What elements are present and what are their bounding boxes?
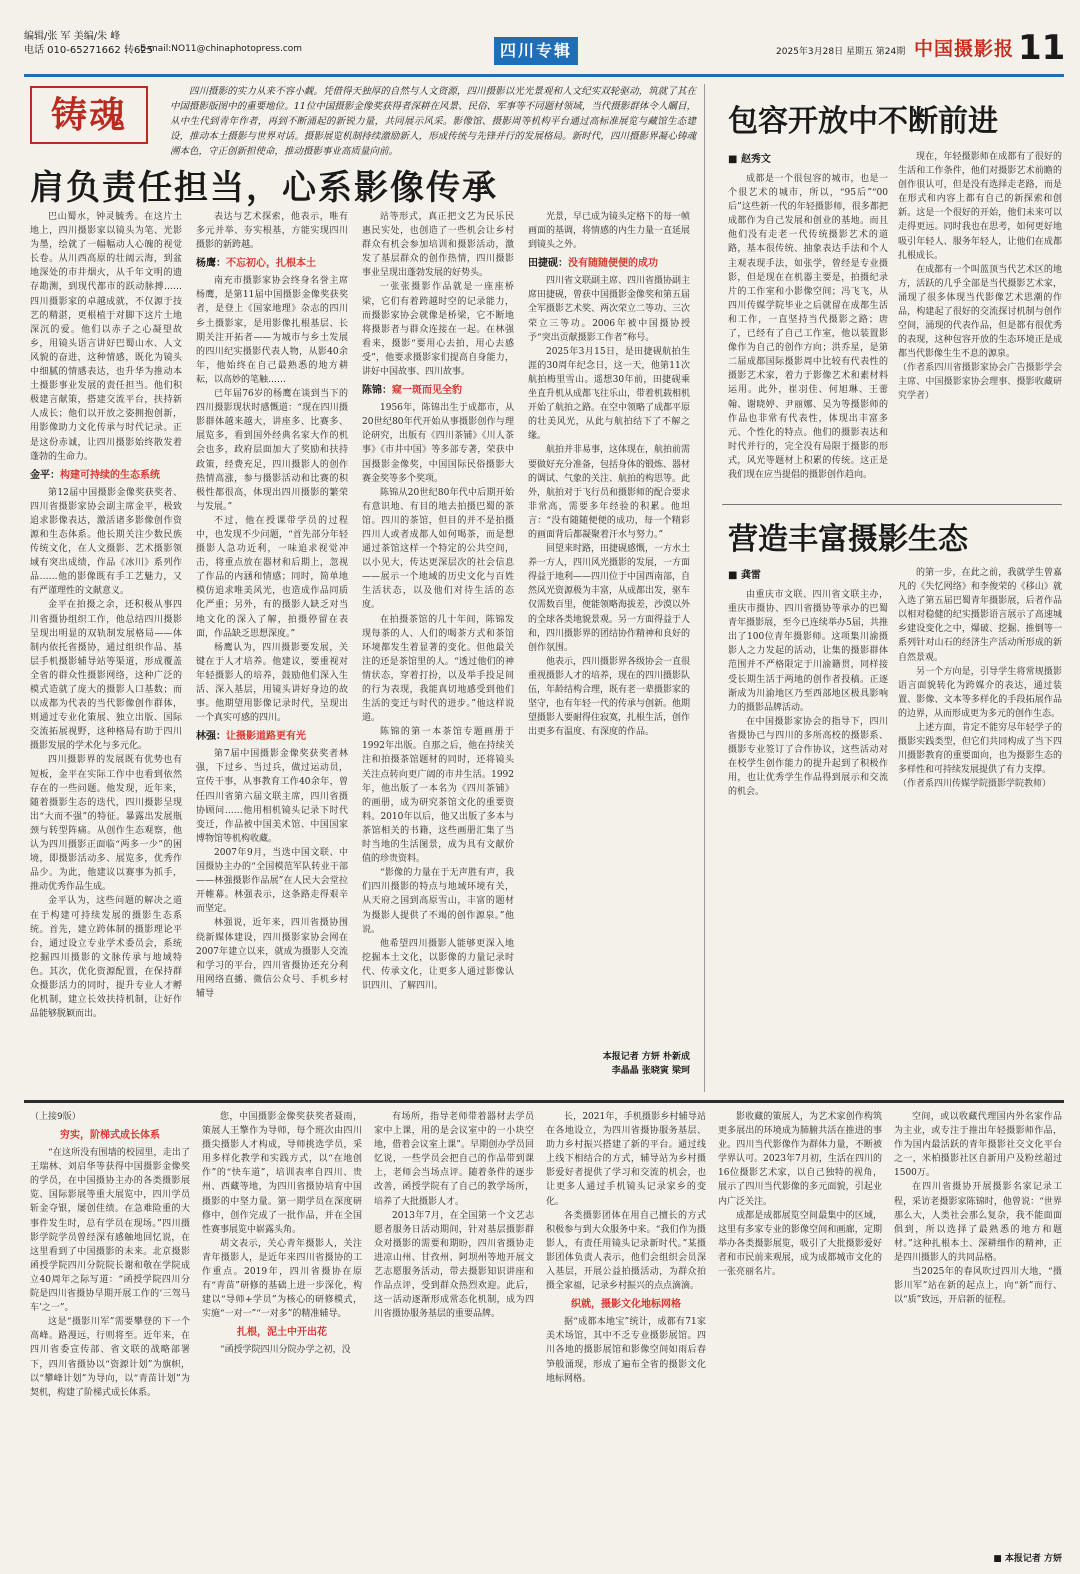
- paragraph: 站等形式，真正把文艺为民乐民惠民实处，也创造了一些机会让乡村群众有机会参加培训和摄影活动，激发了基层群众的创作热情，四川摄影事业呈现出蓬勃发展的好势头。: [362, 212, 514, 279]
- article1-column-4: [528, 210, 690, 1098]
- article3-column-1: [728, 588, 888, 1094]
- subhead: 穷实，阶梯式成长体系: [60, 1130, 160, 1142]
- subhead-name: 陈锦：: [362, 385, 392, 397]
- editors-line: 编辑/张 军 美编/朱 峰: [24, 31, 121, 42]
- email-line: E-mail:NO11@chinaphotopress.com: [140, 44, 303, 54]
- article-title-main: 肩负责任担当，心系影像传承: [30, 168, 498, 208]
- bottom-column-4: [546, 1110, 706, 1566]
- paragraph: 陈锦从20世纪80年代中后期开始有意识地、有目的地去拍摄巴蜀的茶馆。四川的茶馆，但目的并不是拍摄四川人或者成都人如何喝茶，而是想通过茶馆这样一个特定的公共空间，以小见大，传达更深层次的社会信息——展示一个地域的历史文化与百姓生活状态，以及他们对待生活的态度。: [362, 487, 514, 611]
- paragraph: 四川省文联副主席、四川省摄协副主席田捷砚，曾获中国摄影金像奖和第五届全军摄影艺术奖、两次荣立二等功、三次荣立三等功。2006年被中国摄协授予“突出贡献摄影工作者”称号。: [528, 276, 690, 343]
- paragraph: 各类摄影团体在用自己擅长的方式积极参与到大众服务中来。“我们作为摄影人，有责任用镜头记录新时代。”某摄影团体负责人表示，他们会组织会员深入基层，开展公益拍摄活动，为群众拍摄全家福，记录乡村振兴的点点滴滴。: [546, 1210, 706, 1292]
- bottom-column-1: [30, 1110, 190, 1566]
- article3-byline: ■ 龚雷: [728, 570, 761, 581]
- article1-column-2: [196, 210, 348, 1098]
- subhead-text: 让摄影道路更有光: [226, 731, 306, 743]
- author-note: （作者系四川省摄影家协会广告摄影学会主席、中国摄影家协会理事、摄影收藏研究学者）: [898, 363, 1062, 402]
- bottom-column-3: [374, 1110, 534, 1566]
- paragraph: 上述方面，肯定不能穷尽年轻学子的摄影实践类型，但它们共同构成了当下四川摄影教育的重要面向，也为摄影生态的多样性和可持续发展提供了有力支撑。: [898, 723, 1062, 776]
- paragraph: 他表示，四川摄影界各级协会一直很重视摄影人才的培养，现在的四川摄影队伍，年龄结构合理，既有老一辈摄影家的坚守，也有年轻一代的传承与创新。他期望摄影人要耐得住寂寞，扎根生活，创作出更多有温度、有深度的作品。: [528, 656, 690, 738]
- paragraph: “影像的力量在于无声胜有声，我们四川摄影的特点与地域环境有关，从天府之国到高原雪山，丰富的题材为摄影人提供了不竭的创作源泉。”他说。: [362, 868, 514, 935]
- byline-name: 龚雷: [740, 570, 761, 581]
- paragraph: 表达与艺术探索，他表示，唯有多元并举、夯实根基，方能实现四川摄影的新跨越。: [196, 212, 348, 251]
- subhead-name: 杨鹰：: [196, 258, 226, 270]
- subhead-text: 构建可持续的生态系统: [60, 469, 160, 481]
- paragraph: 另一个方向是，引导学生将常规摄影语言面貌转化为跨媒介的表达，通过装置、影像、文本等多样化的手段拓展作品的边界，从而形成更为多元的创作生态。: [898, 666, 1062, 719]
- paragraph: 现在，年轻摄影师在成都有了很好的生活和工作条件，他们对摄影艺术前瞻的创作很认可，但是没有选择走老路，而是在形式和内容上都有自己的新探索和创新。这是一个很好的开始，他们未来可以走得更远。同时我也在思考，如何更好地吸引年轻人、服务年轻人，让他们在成都扎根成长。: [898, 152, 1062, 261]
- paragraph: 空间，或以收藏代理国内外名家作品为主业，或专注于推出年轻摄影师作品，作为国内最活跃的青年摄影社交文化平台之一，米柏摄影社区自新用户及粉丝超过1500万。: [894, 1112, 1062, 1179]
- paragraph: 一张张摄影作品就是一座座桥梁，它们有着跨越时空的记录能力，而摄影家协会就像是桥梁，它不断地将摄影者与群众连接在一起。在林强看来，摄影“要用心去拍，用心去感受”，他要求摄影家们提高自身能力，讲好中国故事、四川故事。: [362, 282, 514, 378]
- paragraph: 在四川省摄协开展摄影名家记录工程，采访老摄影家陈锦时，他曾说：“世界那么大，人类社会那么复杂，我不能面面俱到，所以选择了最熟悉的地方和题材。”这种扎根本土、深耕细作的精神，正是四川摄影人的共同品格。: [894, 1182, 1062, 1263]
- paragraph: “在这所没有围墙的校园里，走出了王瑞林、刘启华等获得中国摄影金像奖的学员，在中国摄协主办的各类摄影展览、国际影展等重大展览中，四川学员斩金夺银，屡创佳绩。在急难险重的大事件发生时，总有学员在现场。”四川摄影学院学员曾经深有感触地回忆说，在这里看到了中国摄影的未来。北京摄影函授学院四川分院院长谢和敬在学院成立40周年之际写道：“函授学院四川分院是四川省摄协早期开展工作的‘三驾马车’之一”。: [30, 1148, 190, 1314]
- page-number: 11: [1018, 28, 1066, 68]
- subhead: [362, 383, 514, 399]
- paragraph: 2013年7月，在全国第一个文艺志愿者服务日活动期间，针对基层摄影群众对摄影的需要和期盼，四川省摄协走进凉山州、甘孜州、阿坝州等地开展文艺志愿服务活动，带去摄影知识讲座和作品点评，受到群众热烈欢迎。此后，这一活动逐渐形成常态化机制，成为四川省摄协服务基层的重要品牌。: [374, 1210, 534, 1320]
- continued-label: （上接9版）: [30, 1112, 81, 1122]
- paragraph: 有场所，指导老师带着器材去学员家中上课，用的是会议室中的一小块空地，借着会议室上课”。早期创办学员回忆说，一些学员会把自己的作品带到课上，老师会当场点评。随着条件的逐步改善，函授学院有了自己的教学场所，培养了大批摄影人才。: [374, 1112, 534, 1207]
- paragraph: 金平在拍摄之余，还积极从事四川省摄协组织工作，他总结四川摄影呈现出明显的双轨制发展格局——体制内依托省摄协，通过组织作品、基层手机摄影辅导站等渠道，形成覆盖全省的群众性摄影网络，这种广泛的模式造就了庞大的摄影人口基数；而以成都为代表的当代影像创作群体，则通过专业化策展、独立出版、国际交流拓展视野，这种格局有助于四川摄影发展的学术化与多元化。: [30, 600, 182, 752]
- bottom-credit: ■ 本报记者 方妍: [993, 1554, 1062, 1564]
- subhead: [528, 256, 690, 272]
- subhead-name: 金平：: [30, 469, 60, 481]
- subhead: [30, 468, 182, 484]
- paragraph: 在拍摄茶馆的几十年间，陈锦发现每茶的人、人们的喝茶方式和茶馆环境都发生着显著的变化。但他最关注的还是茶馆里的人。“透过他们的神情状态，穿着打扮，以及举手投足间的行为表现，我能真切地感受到他们生活的变迁与时代的进步。”他这样说道。: [362, 614, 514, 724]
- article1-column-1: [30, 210, 182, 1098]
- paragraph: 巴山蜀水，钟灵毓秀。在这片土地上，四川摄影家以镜头为笔、光影为墨，绘就了一幅幅动人心魄的视觉长卷。从川西高原的壮阔云海，到盆地深处的市井烟火，从千年文明的遗存勘测，到现代都市的跃动脉搏……四川摄影家的卓越成就，不仅源于技艺的精湛，更根植于对脚下这片土地深沉的爱。他们以赤子之心凝望故乡，用镜头语言讲好巴蜀山水、人文风貌的奋进，这种情感，既化为镜头中细腻的情感表达，也升华为推动本土摄影事业发展的责任担当。他们积极建言献策，搭建交流平台，扶持新人成长；他们以开放之姿拥抱创新，用影像助力文化传承与时代记录。正是这份赤诚，让四川摄影始终散发着蓬勃的生命力。: [30, 212, 182, 462]
- paragraph: “函授学院四川分院办学之初，没: [220, 1345, 351, 1356]
- subhead: 扎根，泥土中开出花: [237, 1327, 327, 1339]
- paragraph: 他希望四川摄影人能够更深入地挖掘本土文化，以影像的力量记录时代、传承文化，让更多人通过影像认识四川、了解四川。: [362, 938, 514, 991]
- phone-line: 电话 010-65271662 转625: [24, 45, 154, 56]
- paragraph: 杨鹰认为，四川摄影要发展，关键在于人才培养。他建议，要重视对年轻摄影人的培养，鼓励他们深入生活、深入基层，用镜头讲好身边的故事。他期望用影像记录时代，呈现出一个真实可感的四川。: [196, 642, 348, 724]
- column-badge: 铸魂: [30, 86, 148, 144]
- paragraph: 影收藏的策展人，为艺术家创作构筑更多展出的环境成为肺腑共活在推进的事业。四川当代影像作为群体力量，不断被学界认可。2023年7月初，生活在四川的16位摄影艺术家，以自己独特的视角，展示了四川当代影像的多元面貌，引起业内广泛关注。: [718, 1112, 882, 1207]
- subhead-name: 田捷砚：: [528, 258, 568, 270]
- paragraph: 林强说，近年来，四川省摄协围绕新媒体建设，四川摄影家协会网在2007年建立以来，就成为摄影人交流和学习的平台，四川省摄协还充分利用网络直播、微信公众号、手机乡村辅导: [196, 918, 348, 999]
- article3-column-2: [898, 566, 1062, 1094]
- bottom-divider: [24, 1100, 1064, 1103]
- article3-title: 营造丰富摄影生态: [728, 522, 968, 557]
- paragraph: 2025年3月15日，是田捷砚航拍生涯的30周年纪念日，这一天，他第11次航拍梅里雪山。遥想30年前，田捷砚乘坐直升机从成都飞往乐山，带着机载相机开始了航拍之路。在空中领略了成都平原的壮美风光，从此与航拍结下了不解之缘。: [528, 346, 690, 442]
- paragraph: 据“成都本地宝”统计，成都有71家美术场馆，其中不乏专业摄影展馆。四川各地的摄影展馆和影像空间如雨后春笋般涌现，形成了遍布全省的摄影文化地标网格。: [546, 1317, 706, 1384]
- issue-date: 2025年3月28日 星期五 第24期: [776, 47, 906, 57]
- paragraph: 胡文表示，关心青年摄影人，关注青年摄影人，是近年来四川省摄协的工作重点。2019年，四川省摄协在原有“青苗”研修的基础上进一步深化，构建以“导师+学员”为核心的研修模式，实施“一对一”“一对多”的精准辅导。: [202, 1238, 362, 1320]
- article2-byline: ■ 赵秀文: [728, 154, 771, 165]
- article1-credit: 本报记者 方妍 朴新成 李晶晶 张晓寅 梁珂: [602, 1052, 690, 1076]
- paragraph: 已年届76岁的杨鹰在谈到当下的四川摄影现状时感慨道：“现在四川摄影群体越来越大，讲座多、比赛多、展览多，看到国外经典名家大作的机会也多，政府层面加大了奖励和扶持政策，经费充足，四川摄影人的创作热情高涨，参与摄影活动和比赛的积极性都很高，体现出四川摄影的繁荣与发展。”: [196, 389, 348, 512]
- article2-column-2: [898, 150, 1062, 486]
- paragraph: 1956年，陈锦出生于成都市，从20世纪80年代开始从事摄影创作与理论研究，出版有《四川茶铺》《川人茶事》《市井中国》等多部专著，荣获中国摄影金像奖，中国国际民俗摄影大赛金奖等多个奖项。: [362, 403, 514, 484]
- column-divider: [704, 84, 705, 1092]
- author-note: （作者系四川传媒学院摄影学院教师）: [898, 779, 1052, 790]
- paragraph: 南充市摄影家协会终身名誉主席杨鹰，是第11届中国摄影金像奖获奖者，是登上《国家地理》杂志的四川乡土摄影家，是用影像扎根基层、长期关注开拓者——为城市与乡土发展的四川纪实摄影代表人物，从影40余年，他始终在自己最熟悉的地方耕耘，以高妙的笔触……: [196, 276, 348, 385]
- subhead-text: 不忘初心，扎根本土: [226, 258, 316, 270]
- credit-name: 本报记者 方妍: [1004, 1554, 1062, 1564]
- subhead: 织就，摄影文化地标网格: [571, 1299, 681, 1311]
- byline-name: 赵秀文: [740, 154, 771, 165]
- paragraph: 回望来时路，田捷砚感慨，一方水土养一方人，四川风光摄影的发展，一方面得益于地利——四川位于中国西南部，自然风光资源极为丰富，从成都出发，驱车仅需数百里，便能领略海拔差，沙漠以外的全球各类地貌景观。另一方面得益于人和，四川摄影界的团结协作精神和良好的创作氛围。: [528, 544, 690, 653]
- paragraph: 第12届中国摄影金像奖获奖者、四川省摄影家协会副主席金平，极致追求影像表达，激活诸多影像创作资源和生态体系。他长期关注少数民族传统文化，在人文摄影、艺术摄影领域有突出成绩，作品《冰川》系列作品……他的影像既有手工艺魅力，又有严谨理性的文献意义。: [30, 487, 182, 597]
- subhead-name: 林强：: [196, 731, 226, 743]
- paragraph: 在中国摄影家协会的指导下，四川省摄协已与四川的多所高校的摄影系、摄影专业签订了合作协议，这些活动对在校学生创作能力的提升起到了积极作用，也让优秀学生作品得到展示和交流的机会。: [728, 716, 888, 798]
- paragraph: 金平认为，这些问题的解决之道在于构建可持续发展的摄影生态系统。首先，建立跨体制的摄影理论平台，通过设立专业学术委员会，系统挖掘四川摄影的文脉传承与地域特色。其次，优化资源配置，在保持群众摄影活力的同时，提升专业人才孵化机制，建立长效扶持机制，让好作品能够脱颖而出。: [30, 896, 182, 1020]
- subhead-text: 窥一斑而见全豹: [392, 385, 462, 397]
- subhead-text: 没有随随便便的成功: [568, 258, 658, 270]
- paragraph: 不过，他在授课带学员的过程中，也发现不少问题，“首先部分年轻摄影人急功近利，一味追求视觉冲击，将重点放在器材和后期上，忽视了作品的内涵和情感；同时，简单地模仿追求唯美风光，也造成作品同质化严重；另外，有的摄影人缺乏对当地文化的深入了解，拍摄停留在表面，作品缺乏思想深度。”: [196, 515, 348, 639]
- paragraph: 在成都有一个叫蓝顶当代艺术区的地方，活跃的几乎全部是当代摄影艺术家，涌现了很多体现当代影像艺术思潮的作品，构建起了很好的交流探讨机制与创作空间，涌现的代表作品，但是都有很优秀的表现，这种包容开放的生态环境正是成都当代影像生生不息的源泉。: [898, 264, 1062, 360]
- paragraph: 第7届中国摄影金像奖获奖者林强，下过乡、当过兵，做过运动员，宣传干事，从事教育工作40余年，曾任四川省第六届文联主席，四川省摄协顾问……他用相机镜头记录下时代变迁，作品被中国美术馆、中国国家博物馆等机构收藏。: [196, 749, 348, 844]
- paragraph: 这是“摄影川军”需要攀登的下一个高峰。路漫远，行则将至。近年来，在四川省委宣传部、省文联的战略部署下，四川省摄协以“资源计划”为旗帜，以“攀峰计划”为导向，以“青苗计划”为契机，构建了阶梯式成长体系。: [30, 1317, 190, 1398]
- subhead: [196, 729, 348, 745]
- article1-column-3: [362, 210, 514, 1098]
- header-rule: [24, 74, 1064, 77]
- paragraph: 四川摄影界的发展既有优势也有短板，金平在实际工作中也看到依然存在的一些问题。他发现，近年来，随着摄影生态的迭代，四川摄影呈现出“大而不强”的特征。暴露出发展瓶颈与转型阵痛。从创作生态观察，他认为四川摄影正面临“两多一少”的困境，即摄影活动多、展览多，优秀作品少。为此，他建议以赛事为抓手，推动优秀作品生成。: [30, 755, 182, 893]
- subhead: [196, 256, 348, 272]
- paragraph: 您，中国摄影金像奖获奖者聂雨，策展人王擎作为导师，每个班次由四川摄尖摄影人才构成，导师挑选学员，采用多样化教学和实践方式，以“在地创作”的“快车道”，培训表率自四川、贵州、西藏等地，为四川省摄协培育中国摄影的中坚力量。第一期学员在深度研修中，创作完成了一批作品，并在全国性赛事展览中崭露头角。: [202, 1112, 362, 1235]
- paragraph: 当2025年的春风吹过四川大地，“摄影川军”站在新的起点上，向“新”而行、以“质”致远，开启新的征程。: [894, 1267, 1062, 1306]
- section-label: 四川专辑: [494, 37, 578, 65]
- bottom-column-5: [718, 1110, 882, 1566]
- article2-title: 包容开放中不断前进: [728, 104, 998, 139]
- paragraph: 光景，早已成为镜头定格下的每一帧画面的基调，将情感的内生力量一直延展到镜头之外。: [528, 212, 690, 251]
- paragraph: 成都是一个很包容的城市，也是一个很艺术的城市，所以，“95后”“00后”这些新一代的年轻摄影师，很多都把成都作为自己发展和创业的基地。而且他们没有走老一代传统摄影艺术的道路，基本很传统、抽象表达手法和个人主观表现手法，如张学，曾经是专业摄影，但是现在在机器主要是，拍摄纪录片的工作室和小影像空间；冯飞飞，从四川传媒学院毕业之后就留在成都生活和工作，一直坚持当代摄影之路；唐了，已经有了自己工作室，他以装置影像作为自己的创作方向；洪乔星，是第二届成都国际摄影周中比较有代表性的摄影艺术家，着力于影像艺术和素材料运用。此外，崔羽佳、何旭琳、王蕾翰、谢晓婷、尹丽娜、吴为等摄影师的作品也非常有代表性，体现出丰富多元、个性化的特点。他们的摄影表达和时代并行的，完全没有局限于摄影的形式，风光等题材上积累的传统。这正是我们现在应当提倡的摄影创作趋向。: [728, 174, 888, 480]
- bottom-column-6: [894, 1110, 1062, 1550]
- paragraph: 航拍并非易事，这体现在，航拍前需要做好充分准备，包括身体的锻炼、器材的调试、气象的关注、航拍的构思等。此外，航拍对于飞行员和摄影师的配合要求非常高，需要多年经验的积累。他坦言：“没有随随便便的成功，每一个精彩的画面背后都凝聚着汗水与努力。”: [528, 445, 690, 540]
- section-divider: [722, 504, 1062, 505]
- paragraph: 陈锦的第一本茶馆专题画册于1992年出版。自那之后，他在持续关注和拍摄茶馆题材的同时，还将镜头关注点转向更广阔的市井生活。1992年，他出版了一本名为《四川茶铺》的画册，成为研究茶馆文化的重要资料。2010年以后，他又出版了多本与茶馆相关的书籍，这些画册汇集了当时当地的生活图景，成为具有文献价值的珍贵资料。: [362, 727, 514, 865]
- paragraph: 2007年9月，当选中国文联、中国摄协主办的“全国模范军队转业干部——林强摄影作品展”在人民大会堂拉开帷幕。林强表示，这条路走得艰辛而坚定。: [196, 847, 348, 915]
- paragraph: 长，2021年，手机摄影乡村辅导站在各地设立，为四川省摄协服务基层、助力乡村振兴搭建了新的平台。通过线上线下相结合的方式，辅导站为乡村摄影爱好者提供了学习和交流的机会，也让更多人通过手机镜头记录家乡的变化。: [546, 1112, 706, 1207]
- article2-column-1: [728, 172, 888, 498]
- intro-text: 四川摄影的实力从来不容小觑。凭借得天独厚的自然与人文资源，四川摄影以光光景观和人文纪实双轮驱动，筑就了其在中国摄影版图中的重要地位。11位中国摄影金像奖获得者深耕在风景、民俗、军事等不同题材领域，当代摄影群体令人瞩目，从中生代到青年作者，再到不断涌起的新锐力量，共同展示风采。影像馆、摄影周等机构平台通过高标准展览与藏馆生态建设，推动本土摄影与世界对话。摄影展览机制持续激励新人，形成传统与先锋并行的发展格局。新时代，四川摄影界凝心铸魂溯本色，守正创新担使命，推动摄影事业高质量向前。: [170, 86, 696, 157]
- paragraph: 成都是成都展览空间最集中的区域，这里有多家专业的影像空间和画廊，定期举办各类摄影展览，吸引了大批摄影爱好者和市民前来观展，成为成都城市文化的一张亮丽名片。: [718, 1210, 882, 1278]
- paragraph: 的第一步，在此之前，我就学生曾嘉凡的《失忆网络》和李俊荣的《移山》就入选了第五届巴蜀青年摄影展，后者作品以相对稳健的纪实摄影语言展示了高速城乡建设变化之中，爆破、挖掘、推倒等一系列针对山石的经济生产活动所形成的新自然景观。: [898, 568, 1062, 663]
- newspaper-name: 中国摄影报: [914, 38, 1015, 60]
- paragraph: 由重庆市文联、四川省文联主办，重庆市摄协、四川省摄协等承办的巴蜀青年摄影展，至今已连续举办5届，共推出了100位青年摄影师。这项集川渝摄影人之力发起的活动，让集的摄影群体范围并不严格限定于川渝籍贯，同样接受长期生活于两地的创作者投稿。正逐渐成为川渝地区乃至西部地区极具影响力的摄影品牌活动。: [728, 590, 888, 713]
- bottom-column-2: [202, 1110, 362, 1566]
